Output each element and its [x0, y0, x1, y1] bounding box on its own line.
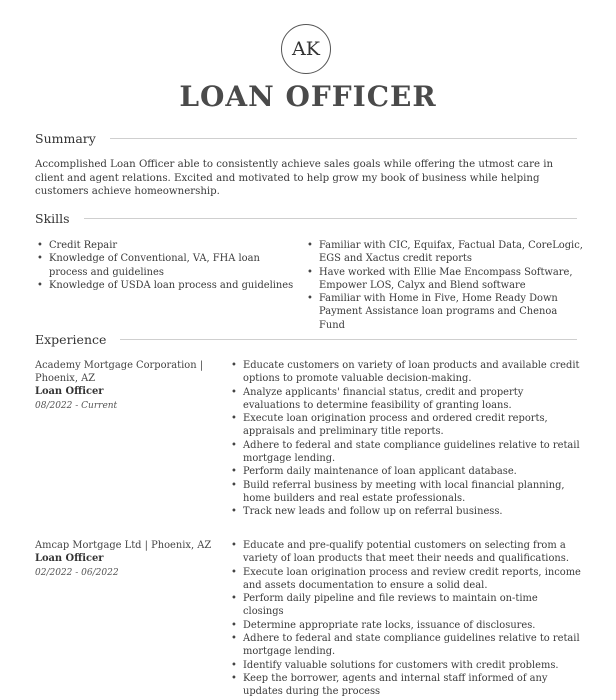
job-bullet: • Build referral business by meeting with local financial planning, home builders and real estate professionals.	[229, 479, 581, 506]
job-dates: 02/2022 - 06/2022	[35, 568, 119, 578]
job-bullet: • Perform daily pipeline and file reviews to maintain on-time closings	[229, 592, 581, 619]
job-bullets	[229, 359, 581, 519]
summary-text: Accomplished Loan Officer able to consistently achieve sales goals while offering the utmost care in client and agent relations. Excited and motivated to help grow my book of business while helping customers achieve homeownership.	[35, 159, 554, 197]
experience-heading	[35, 332, 577, 347]
skill-item: • Knowledge of USDA loan process and guidelines	[35, 279, 297, 292]
job-company: Amcap Mortgage Ltd | Phoenix, AZ	[35, 540, 212, 551]
skills-divider	[84, 218, 577, 219]
job-bullet: • Track new leads and follow up on referral business.	[229, 505, 581, 518]
skills-heading-label: Skills	[35, 211, 70, 226]
monogram-badge	[281, 24, 331, 74]
skill-item: • Familiar with Home in Five, Home Ready Down Payment Assistance loan programs and Chenoa Fund	[305, 292, 585, 332]
skill-item: • Knowledge of Conventional, VA, FHA loan process and guidelines	[35, 252, 297, 279]
job-bullet: • Educate and pre-qualify potential customers on selecting from a variety of loan products that meet their needs and qualifications.	[229, 539, 581, 566]
job-bullet: • Analyze applicants' financial status, credit and property evaluations to determine feasibility of granting loans.	[229, 386, 581, 413]
summary-heading-label: Summary	[35, 131, 96, 146]
experience-heading-label: Experience	[35, 332, 107, 347]
job-bullet: • Educate customers on variety of loan products and available credit options to promote valuable decision-making.	[229, 359, 581, 386]
job-bullet: • Execute loan origination process and review credit reports, income and assets documentation to ensure a solid deal.	[229, 566, 581, 593]
monogram-initials: AK	[292, 38, 320, 60]
skill-item: • Familiar with CIC, Equifax, Factual Data, CoreLogic, EGS and Xactus credit reports	[305, 239, 585, 266]
job-company: Academy Mortgage Corporation | Phoenix, AZ	[35, 360, 204, 384]
skill-item: • Have worked with Ellie Mae Encompass Software, Empower LOS, Calyx and Blend software	[305, 266, 585, 293]
experience-divider	[120, 339, 577, 340]
job-title: Loan Officer	[35, 386, 104, 397]
job-bullet: • Adhere to federal and state compliance guidelines relative to retail mortgage lending.	[229, 632, 581, 659]
job-meta	[35, 539, 220, 581]
job-bullet: • Determine appropriate rate locks, issuance of disclosures.	[229, 619, 581, 632]
skills-list-left	[35, 239, 297, 292]
job-bullet: • Identify valuable solutions for customers with credit problems.	[229, 659, 581, 672]
job-dates: 08/2022 - Current	[35, 401, 118, 411]
job-title: Loan Officer	[35, 553, 104, 564]
job-bullet: • Execute loan origination process and ordered credit reports, appraisals and preliminary title reports.	[229, 412, 581, 439]
skills-list-right	[305, 239, 585, 332]
resume-title: LOAN OFFICER	[179, 80, 437, 113]
skill-item: • Credit Repair	[35, 239, 297, 252]
skills-heading	[35, 211, 577, 226]
job-bullets	[229, 539, 581, 699]
job-bullet: • Adhere to federal and state compliance guidelines relative to retail mortgage lending.	[229, 439, 581, 466]
job-bullet: • Perform daily maintenance of loan applicant database.	[229, 465, 581, 478]
job-bullet: • Keep the borrower, agents and internal staff informed of any updates during the process	[229, 672, 581, 699]
summary-divider	[110, 138, 577, 139]
summary-heading	[35, 131, 577, 146]
job-meta	[35, 359, 220, 414]
